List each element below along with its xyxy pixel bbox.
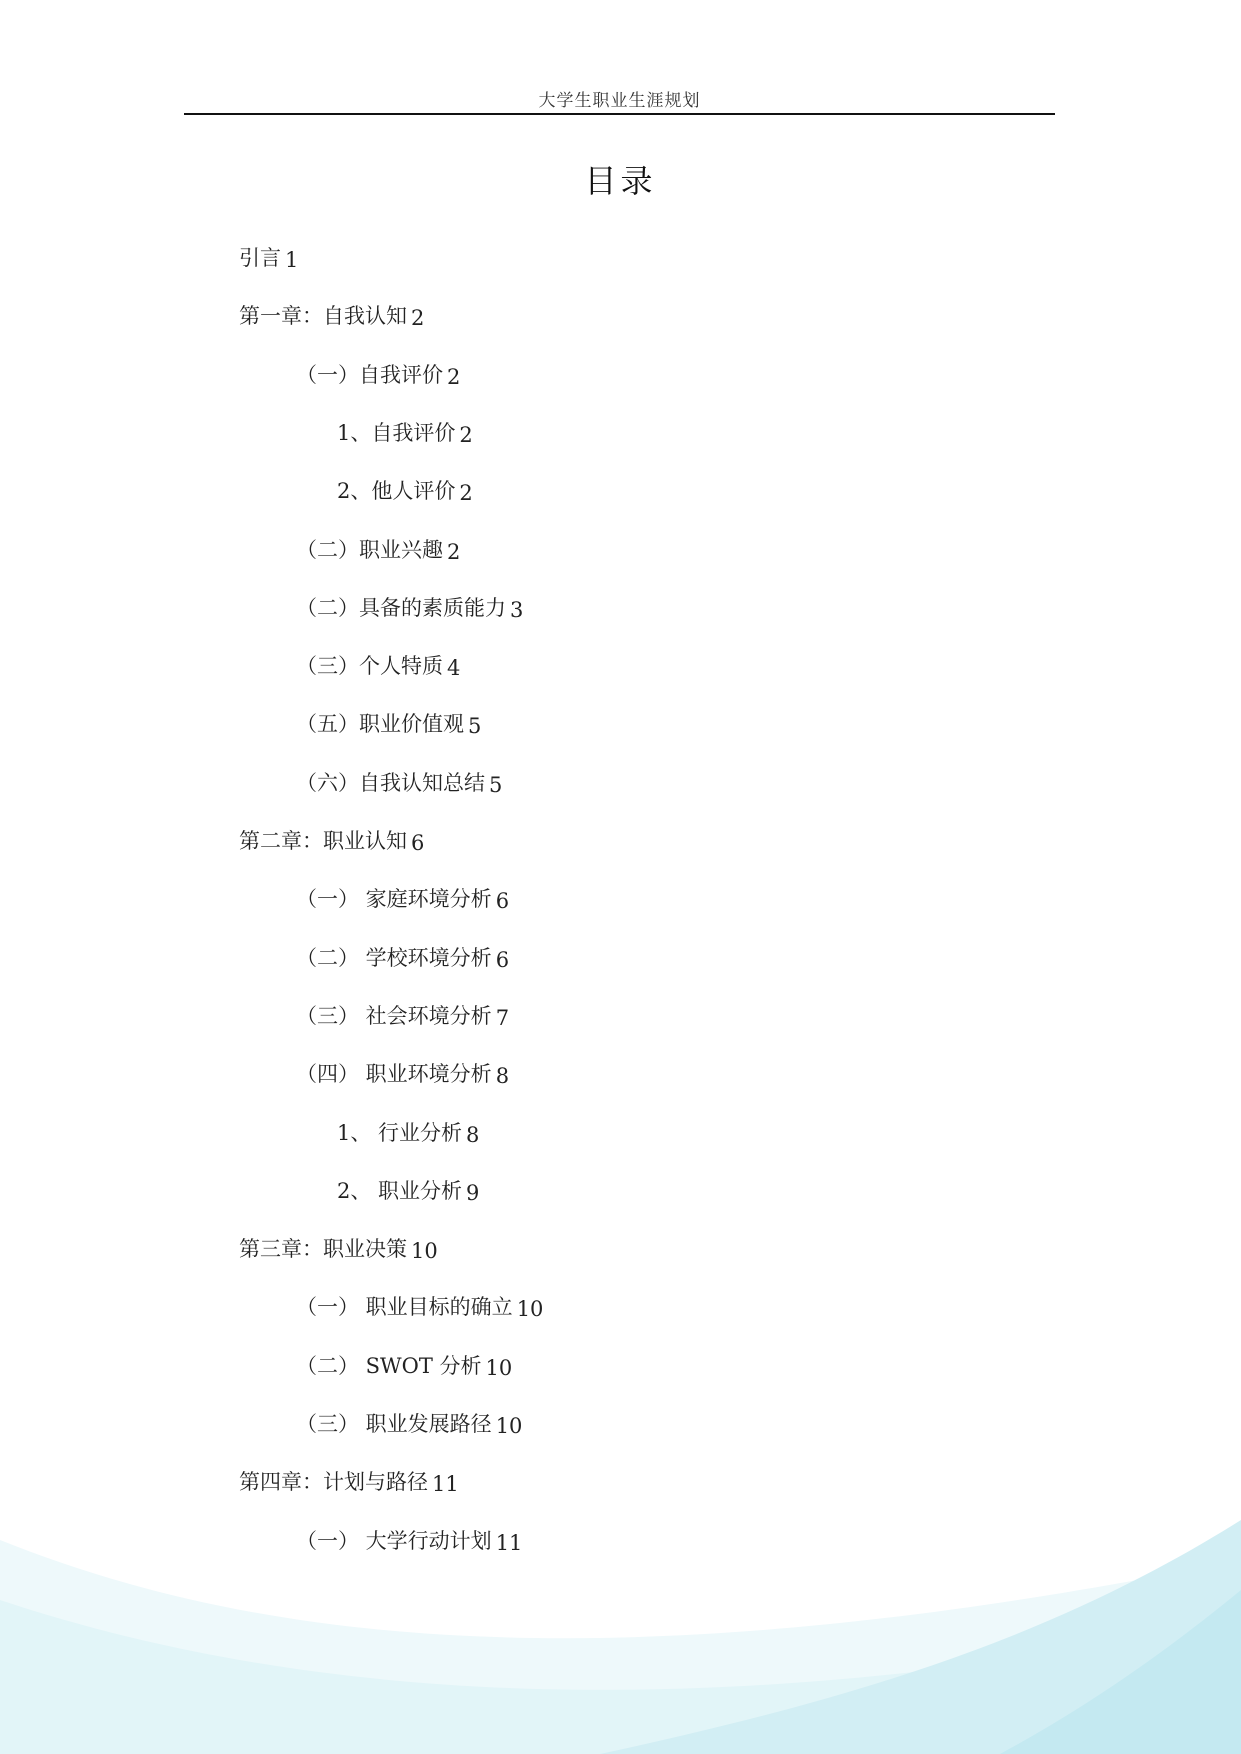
toc-entry-page-number: 11 [432,1472,459,1496]
toc-entry-page-number: 5 [468,714,482,738]
toc-entry-label: 1、 行业分析 [337,1121,463,1145]
toc-entry-label: 第四章：计划与路径 [239,1470,428,1494]
toc-title: 目录 [584,162,657,200]
toc-entry-label: （二） SWOT 分析 [296,1354,482,1378]
toc-entry-label: （一） 家庭环境分析 [296,887,492,911]
toc-entry-label: （一） 职业目标的确立 [296,1295,513,1319]
toc-entry-page-number: 6 [495,889,510,913]
header-divider [184,113,1055,115]
toc-entry-label: 第二章：职业认知 [239,829,407,853]
toc-entry-page-number: 8 [495,1064,510,1088]
toc-entry-page-number: 8 [466,1123,480,1147]
toc-entry-page-number: 1 [285,248,299,272]
toc-entry-page-number: 10 [495,1414,523,1438]
toc-entry-label: 1、自我评价 [337,421,456,445]
toc-entry-page-number: 2 [459,481,473,505]
toc-entry-label: 第三章：职业决策 [239,1237,407,1261]
toc-entry-label: （二） 学校环境分析 [296,946,492,970]
toc-entry-label: （五）职业价值观 [296,712,464,736]
page-header-title: 大学生职业生涯规划 [538,91,701,111]
toc-entry-label: （一）自我评价 [296,363,443,387]
toc-entry-label: （三） 职业发展路径 [296,1412,492,1436]
toc-entry-page-number: 4 [447,656,461,680]
toc-entry-label: （三）个人特质 [296,654,443,678]
toc-entry-label: 引言 [239,246,281,270]
toc-entry-label: （四） 职业环境分析 [296,1062,492,1086]
toc-entry-page-number: 2 [459,423,473,447]
toc-entry-page-number: 6 [495,948,510,972]
toc-entry-label: （二）具备的素质能力 [296,596,506,620]
toc-entry-page-number: 10 [411,1239,438,1263]
toc-entry-label: 第一章：自我认知 [239,304,407,328]
toc-entry-label: （三） 社会环境分析 [296,1004,492,1028]
toc-entry-label: （一） 大学行动计划 [296,1529,492,1553]
toc-entry-page-number: 5 [489,773,503,797]
toc-entry-label: （六）自我认知总结 [296,771,485,795]
toc-entry-page-number: 10 [485,1356,513,1380]
toc-entry-page-number: 11 [495,1531,523,1555]
toc-entry-page-number: 2 [447,365,461,389]
toc-entry-label: 2、 职业分析 [337,1179,463,1203]
toc-entry-page-number: 6 [411,831,425,855]
toc-entry-page-number: 2 [411,306,425,330]
toc-entry-page-number: 7 [495,1006,510,1030]
toc-entry-page-number: 10 [516,1297,544,1321]
toc-entry-page-number: 2 [447,540,461,564]
toc-entry-label: （二）职业兴趣 [296,538,443,562]
toc-entry-page-number: 3 [510,598,524,622]
toc-entry-page-number: 9 [466,1181,480,1205]
toc-entry-label: 2、他人评价 [337,479,456,503]
